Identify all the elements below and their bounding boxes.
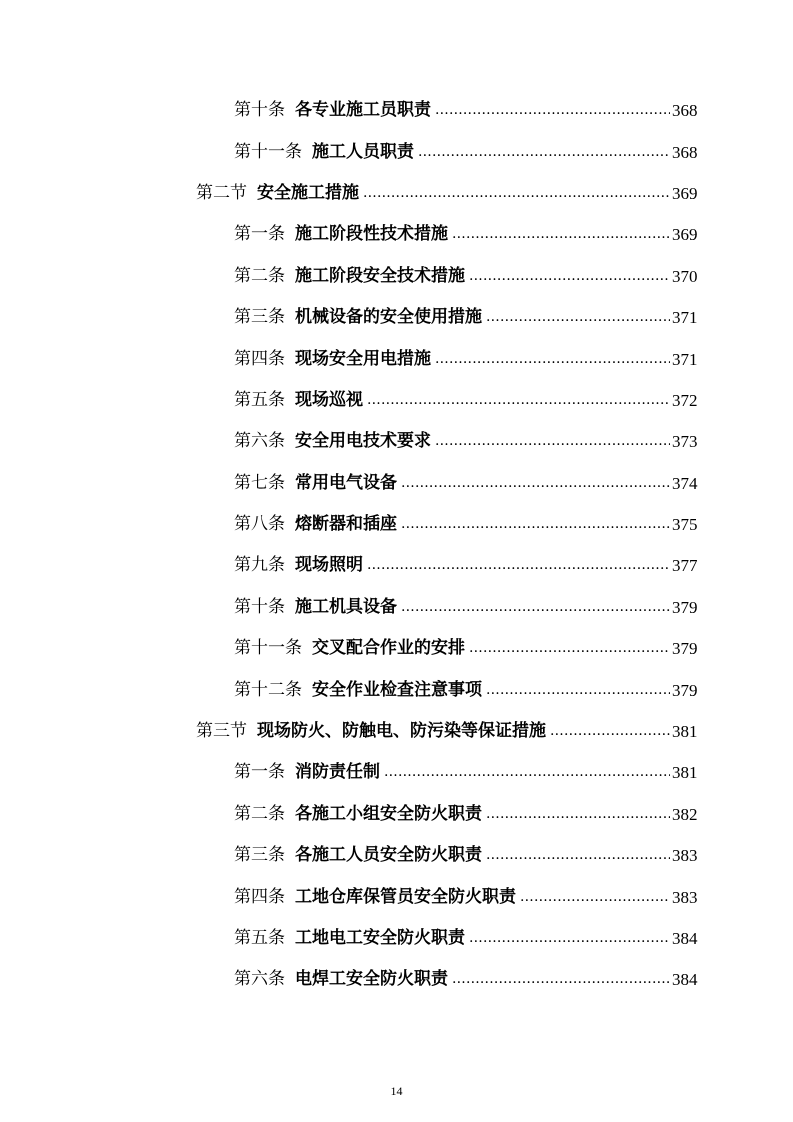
toc-entry[interactable] — [0, 297, 793, 338]
toc-entry-title: 熔断器和插座 — [295, 514, 397, 535]
dot-leader — [363, 185, 670, 202]
toc-entry-title: 安全用电技术要求 — [295, 431, 431, 452]
toc-entry-page: 383 — [672, 846, 698, 866]
dot-leader — [367, 392, 670, 409]
toc-entry-title: 工地仓库保管员安全防火职责 — [295, 886, 516, 907]
dot-leader — [469, 640, 670, 657]
toc-entry-number: 第四条 — [234, 886, 285, 907]
toc-entry-number: 第十二条 — [234, 679, 302, 700]
toc-entry[interactable] — [0, 835, 793, 876]
dot-leader — [435, 102, 670, 119]
toc-entry-title: 各施工人员安全防火职责 — [295, 845, 482, 866]
toc-section-title: 安全施工措施 — [257, 182, 359, 203]
toc-entry-title: 常用电气设备 — [295, 472, 397, 493]
toc-entry[interactable] — [0, 959, 793, 1000]
toc-section-title: 现场防火、防触电、防污染等保证措施 — [257, 721, 546, 742]
dot-leader — [401, 599, 670, 616]
toc-entry-number: 第五条 — [234, 389, 285, 410]
dot-leader — [435, 433, 670, 450]
toc-entry-title: 各专业施工员职责 — [295, 100, 431, 121]
toc-section-page: 369 — [672, 183, 698, 203]
toc-section-page: 381 — [672, 722, 698, 742]
dot-leader — [486, 806, 670, 823]
dot-leader — [401, 516, 670, 533]
toc-entry-title: 各施工小组安全防火职责 — [295, 803, 482, 824]
toc-entry-number: 第十一条 — [234, 141, 302, 162]
toc-entry-page: 381 — [672, 763, 698, 783]
toc-entry-number: 第十条 — [234, 596, 285, 617]
dot-leader — [401, 475, 670, 492]
toc-entry-number: 第十条 — [234, 100, 285, 121]
dot-leader — [367, 557, 670, 574]
toc-entry-page: 377 — [672, 556, 698, 576]
toc-entry-number: 第三条 — [234, 307, 285, 328]
toc-entry-number: 第一条 — [234, 762, 285, 783]
dot-leader — [469, 268, 670, 285]
toc-entry-number: 第九条 — [234, 555, 285, 576]
toc-entry[interactable] — [0, 628, 793, 669]
toc-entry-page: 371 — [672, 349, 698, 369]
dot-leader — [418, 144, 670, 161]
toc-entry-number: 第二条 — [234, 265, 285, 286]
dot-leader — [469, 930, 670, 947]
toc-entry-page: 369 — [672, 225, 698, 245]
toc-entry-title: 施工人员职责 — [312, 141, 414, 162]
toc-entry-title: 机械设备的安全使用措施 — [295, 307, 482, 328]
toc-entry-number: 第二条 — [234, 803, 285, 824]
toc-entry-page: 379 — [672, 597, 698, 617]
toc-entry[interactable] — [0, 214, 793, 255]
toc-entry-number: 第六条 — [234, 431, 285, 452]
toc-entry-number: 第三条 — [234, 845, 285, 866]
toc-entry[interactable] — [0, 918, 793, 959]
toc-entry-title: 现场照明 — [295, 555, 363, 576]
toc-entry[interactable] — [0, 463, 793, 504]
toc-entry-title: 施工阶段性技术措施 — [295, 224, 448, 245]
toc-section[interactable] — [0, 173, 793, 214]
dot-leader — [452, 226, 670, 243]
dot-leader — [486, 682, 670, 699]
toc-entry-number: 第四条 — [234, 348, 285, 369]
toc-entry-page: 375 — [672, 515, 698, 535]
toc-entry[interactable] — [0, 90, 793, 131]
toc-entry-page: 382 — [672, 804, 698, 824]
toc-entry-number: 第八条 — [234, 514, 285, 535]
page-number: 14 — [390, 1084, 403, 1098]
toc-entry-page: 368 — [672, 142, 698, 162]
toc-entry[interactable] — [0, 338, 793, 379]
toc-entry-number: 第七条 — [234, 472, 285, 493]
toc-entry-title: 安全作业检查注意事项 — [312, 679, 482, 700]
toc-entry-page: 370 — [672, 266, 698, 286]
dot-leader — [452, 971, 670, 988]
toc-entry[interactable] — [0, 131, 793, 172]
toc-entry[interactable] — [0, 587, 793, 628]
toc-entry-title: 现场巡视 — [295, 389, 363, 410]
toc-entry[interactable] — [0, 794, 793, 835]
toc-entry-number: 第六条 — [234, 969, 285, 990]
table-of-contents — [0, 90, 793, 1001]
dot-leader — [520, 889, 670, 906]
toc-entry-title: 消防责任制 — [295, 762, 380, 783]
toc-entry[interactable] — [0, 256, 793, 297]
toc-section[interactable] — [0, 711, 793, 752]
toc-entry-page: 379 — [672, 680, 698, 700]
toc-entry[interactable] — [0, 545, 793, 586]
toc-entry-number: 第五条 — [234, 928, 285, 948]
dot-leader — [384, 764, 670, 781]
toc-entry[interactable] — [0, 876, 793, 917]
dot-leader — [550, 723, 670, 740]
toc-entry[interactable] — [0, 504, 793, 545]
toc-entry-number: 第一条 — [234, 224, 285, 245]
toc-entry[interactable] — [0, 380, 793, 421]
toc-entry[interactable] — [0, 669, 793, 710]
toc-entry-title: 电焊工安全防火职责 — [295, 969, 448, 990]
toc-entry-number: 第十一条 — [234, 638, 302, 659]
toc-entry-title: 施工阶段安全技术措施 — [295, 265, 465, 286]
toc-entry-page: 368 — [672, 101, 698, 121]
toc-entry-title: 交叉配合作业的安排 — [312, 638, 465, 659]
dot-leader — [486, 309, 670, 326]
toc-entry-title: 工地电工安全防火职责 — [295, 928, 465, 948]
toc-entry[interactable] — [0, 752, 793, 793]
toc-entry-page: 373 — [672, 432, 698, 452]
toc-entry-page: 384 — [672, 970, 698, 990]
toc-section-number: 第三节 — [196, 721, 247, 742]
toc-section-number: 第二节 — [196, 182, 247, 203]
toc-entry-page: 371 — [672, 308, 698, 328]
toc-entry-page: 372 — [672, 390, 698, 410]
toc-entry-page: 379 — [672, 639, 698, 659]
toc-entry-page: 374 — [672, 473, 698, 493]
dot-leader — [435, 351, 670, 368]
toc-entry-page: 383 — [672, 887, 698, 907]
toc-entry-title: 现场安全用电措施 — [295, 348, 431, 369]
dot-leader — [486, 847, 670, 864]
toc-entry[interactable] — [0, 421, 793, 462]
toc-entry-page: 384 — [672, 929, 698, 948]
toc-entry-title: 施工机具设备 — [295, 596, 397, 617]
